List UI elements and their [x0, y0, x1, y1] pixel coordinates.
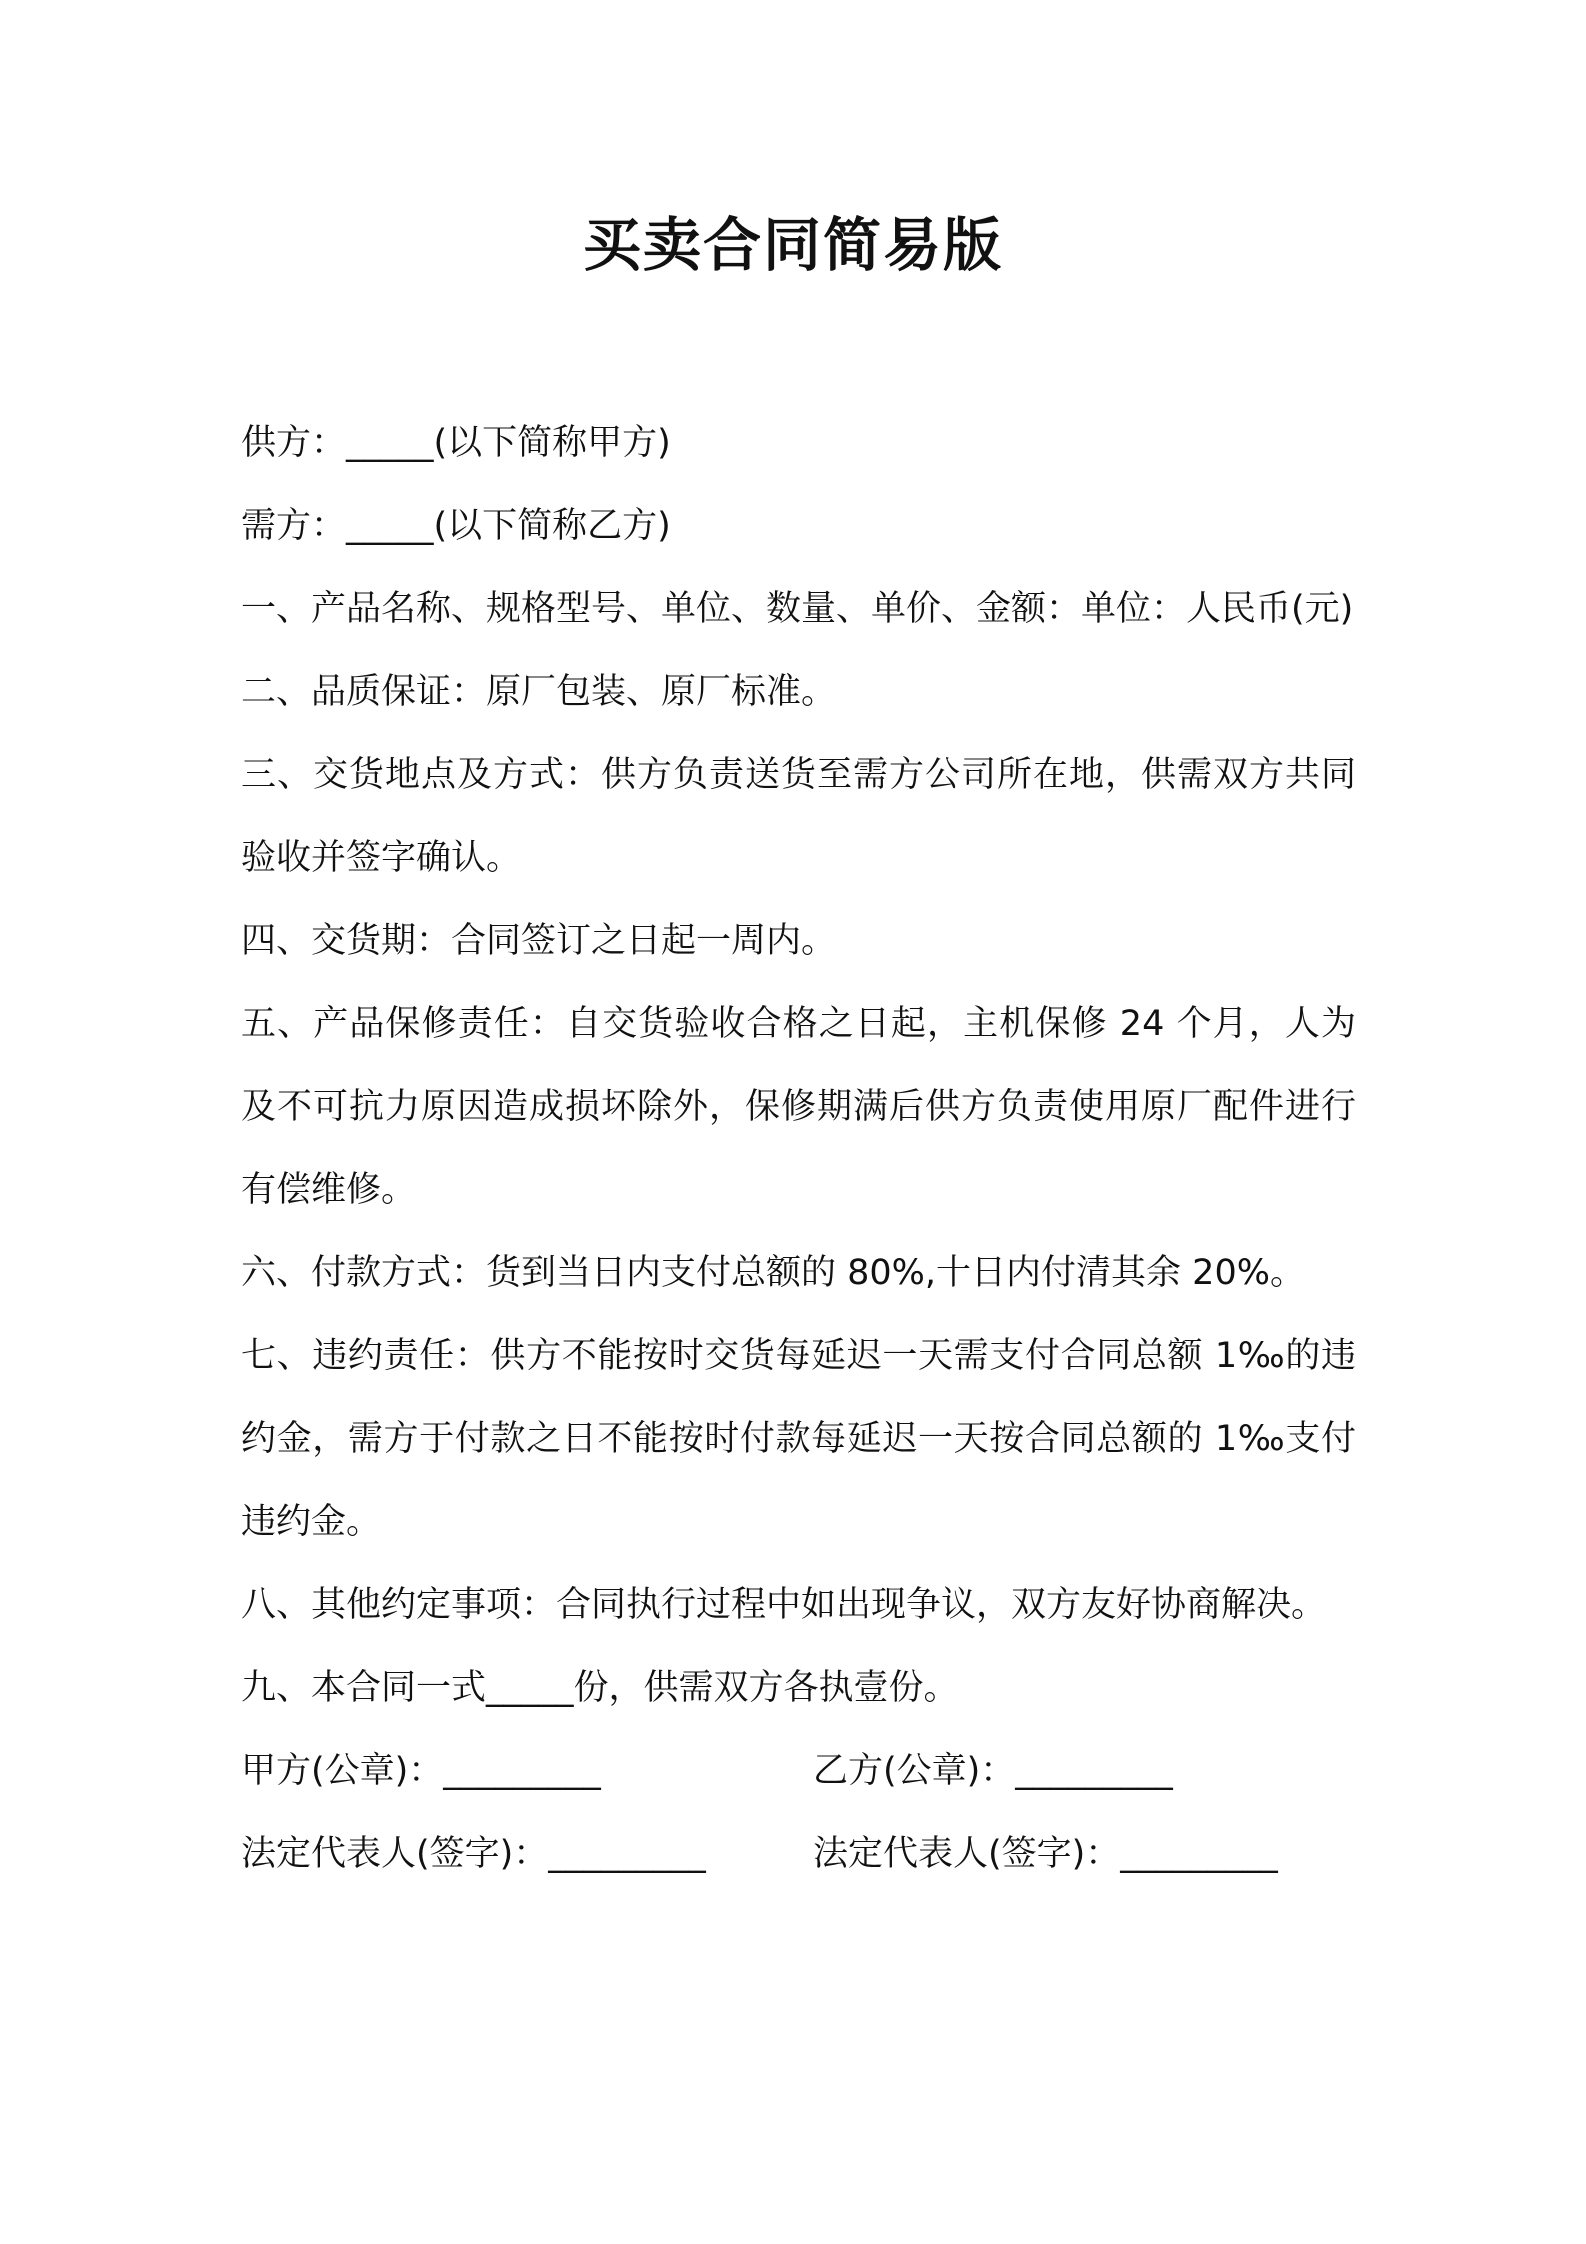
clause-2: 二、品质保证：原厂包装、原厂标准。	[241, 672, 837, 712]
party-a-representative-line: 法定代表人(签字)：_________	[241, 1834, 706, 1874]
clause-9: 九、本合同一式_____份，供需双方各执壹份。	[241, 1668, 959, 1708]
clause-4: 四、交货期：合同签订之日起一周内。	[241, 921, 837, 961]
clause-5: 五、产品保修责任：自交货验收合格之日起，主机保修 24 个月，人为及不可抗力原因造成损坏除外，保修期满后供方负责使用原厂配件进行有偿维修。	[241, 1004, 1356, 1210]
clause-3: 三、交货地点及方式：供方负责送货至需方公司所在地，供需双方共同验收并签字确认。	[241, 755, 1356, 878]
seal-signature-row	[241, 1730, 1356, 1813]
party-a-seal-line: 甲方(公章)：_________	[241, 1751, 601, 1791]
party-b-representative-line: 法定代表人(签字)：_________	[813, 1834, 1278, 1874]
party-b-seal-line: 乙方(公章)：_________	[813, 1751, 1173, 1791]
clause-1: 一、产品名称、规格型号、单位、数量、单价、金额：单位：人民币(元)	[241, 589, 1354, 629]
representative-signature-row	[241, 1813, 1356, 1896]
clause-7: 七、违约责任：供方不能按时交货每延迟一天需支付合同总额 1‰的违约金，需方于付款之日不能按时付款每延迟一天按合同总额的 1‰支付违约金。	[241, 1336, 1356, 1542]
contract-body	[241, 402, 1356, 1896]
document-title: 买卖合同简易版	[582, 211, 1003, 279]
clause-6: 六、付款方式：货到当日内支付总额的 80%,十日内付清其余 20%。	[241, 1253, 1305, 1293]
supplier-line: 供方：_____(以下简称甲方)	[241, 423, 671, 463]
buyer-line: 需方：_____(以下简称乙方)	[241, 506, 671, 546]
clause-8: 八、其他约定事项：合同执行过程中如出现争议，双方友好协商解决。	[241, 1585, 1327, 1625]
